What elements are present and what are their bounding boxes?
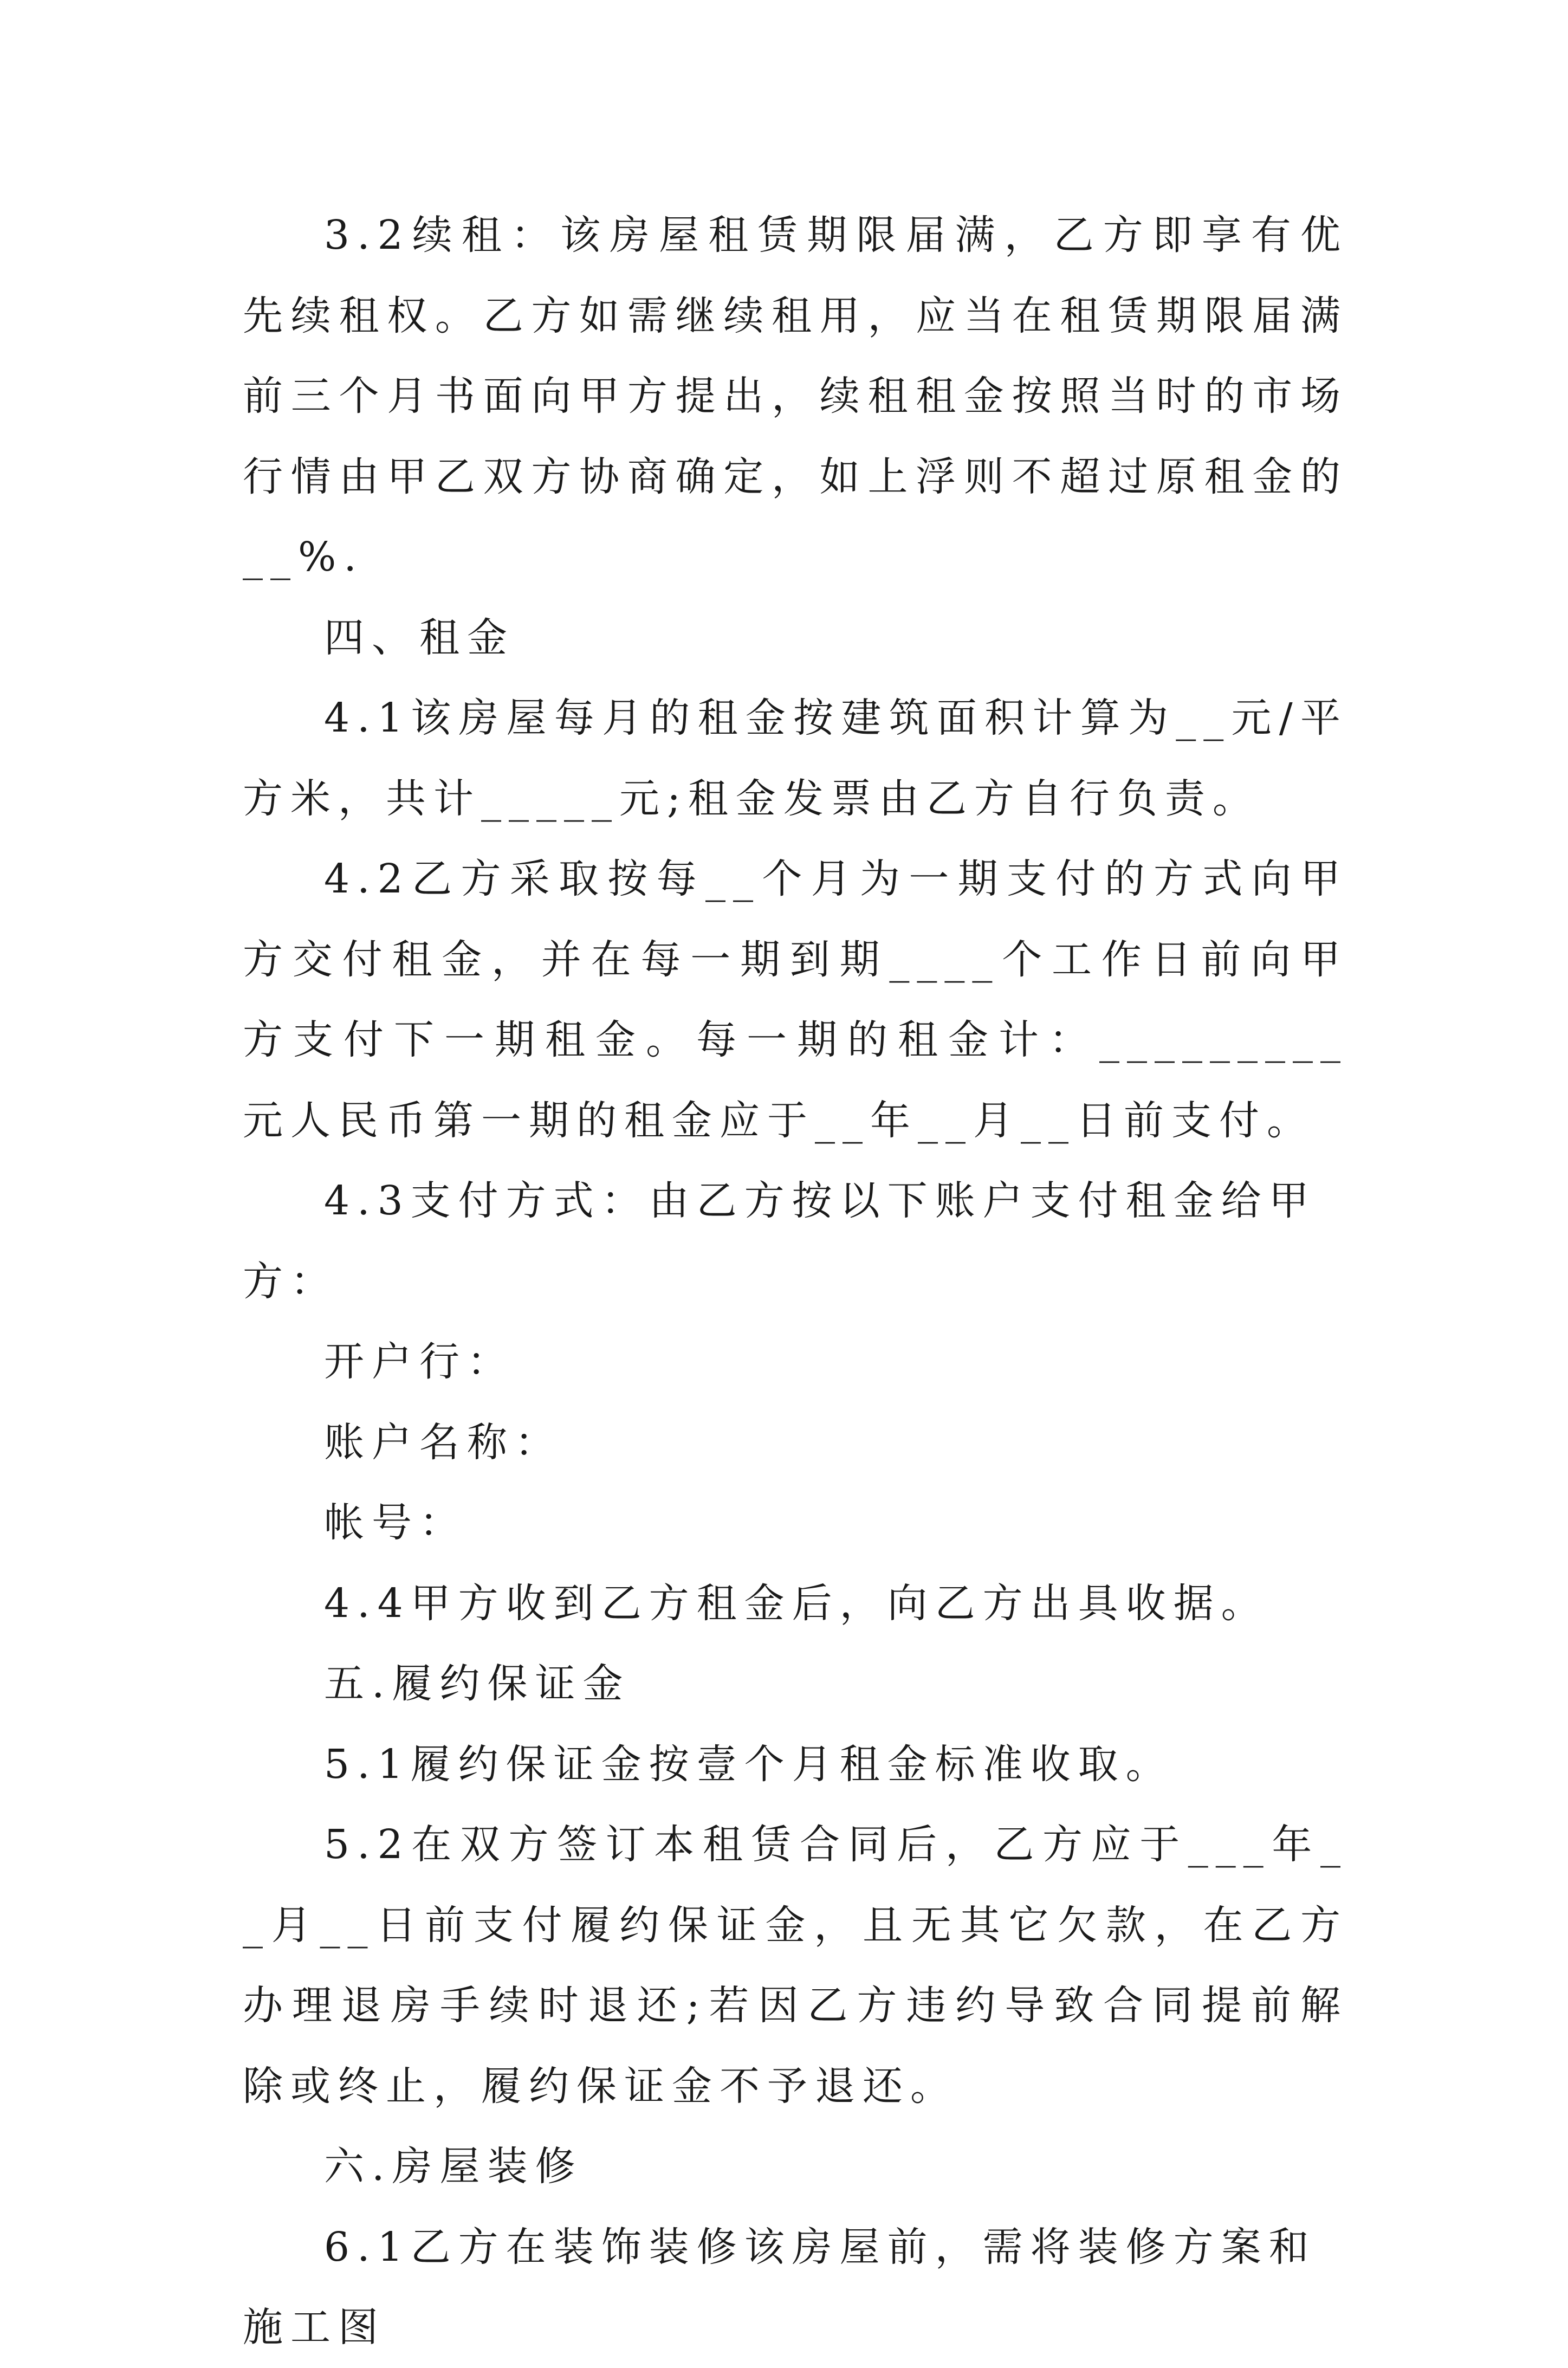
paragraph-4-3-payment-method: 4.3支付方式：由乙方按以下账户支付租金给甲方： — [243, 1177, 1317, 1305]
heading-section-4-rent: 四、租金 — [324, 614, 515, 661]
heading-section-6-decoration: 六.房屋装修 — [324, 2143, 583, 2190]
paragraph-3-2-renewal: 3.2续租：该房屋租赁期限届满，乙方即享有优先续租权。乙方如需继续租用，应当在租赁期限届满前三个月书面向甲方提出，续租租金按照当时的市场行情由甲乙双方协商确定，如上浮则不超过原租金的__%. — [243, 212, 1348, 580]
paragraph-5-2-deposit-payment: 5.2在双方签订本租赁合同后，乙方应于___年__月__日前支付履约保证金，且无其它欠款，在乙方办理退房手续时退还;若因乙方违约导致合同提前解除或终止，履约保证金不予退还。 — [243, 1821, 1348, 2110]
paragraph-5-1-deposit-standard: 5.1履约保证金按壹个月租金标准收取。 — [324, 1741, 1174, 1788]
field-account-number: 帐号： — [324, 1499, 467, 1546]
field-account-name: 账户名称： — [324, 1419, 562, 1466]
paragraph-4-2-payment-period: 4.2乙方采取按每__个月为一期支付的方式向甲方交付租金，并在每一期到期____个工作日前向甲方支付下一期租金。每一期的租金计：_________元人民币第一期的租金应于__年__月__日前支付。 — [243, 856, 1348, 1144]
document-body — [243, 195, 1348, 2368]
field-bank-name: 开户行： — [324, 1338, 515, 1385]
paragraph-6-1-decoration-plan: 6.1乙方在装饰装修该房屋前，需将装修方案和施工图 — [243, 2223, 1317, 2351]
paragraph-4-4-receipt: 4.4甲方收到乙方租金后，向乙方出具收据。 — [324, 1580, 1269, 1627]
paragraph-4-1-rent-amount: 4.1该房屋每月的租金按建筑面积计算为__元/平方米，共计_____元;租金发票由乙方自行负责。 — [243, 695, 1348, 822]
heading-section-5-deposit: 五.履约保证金 — [324, 1660, 631, 1707]
